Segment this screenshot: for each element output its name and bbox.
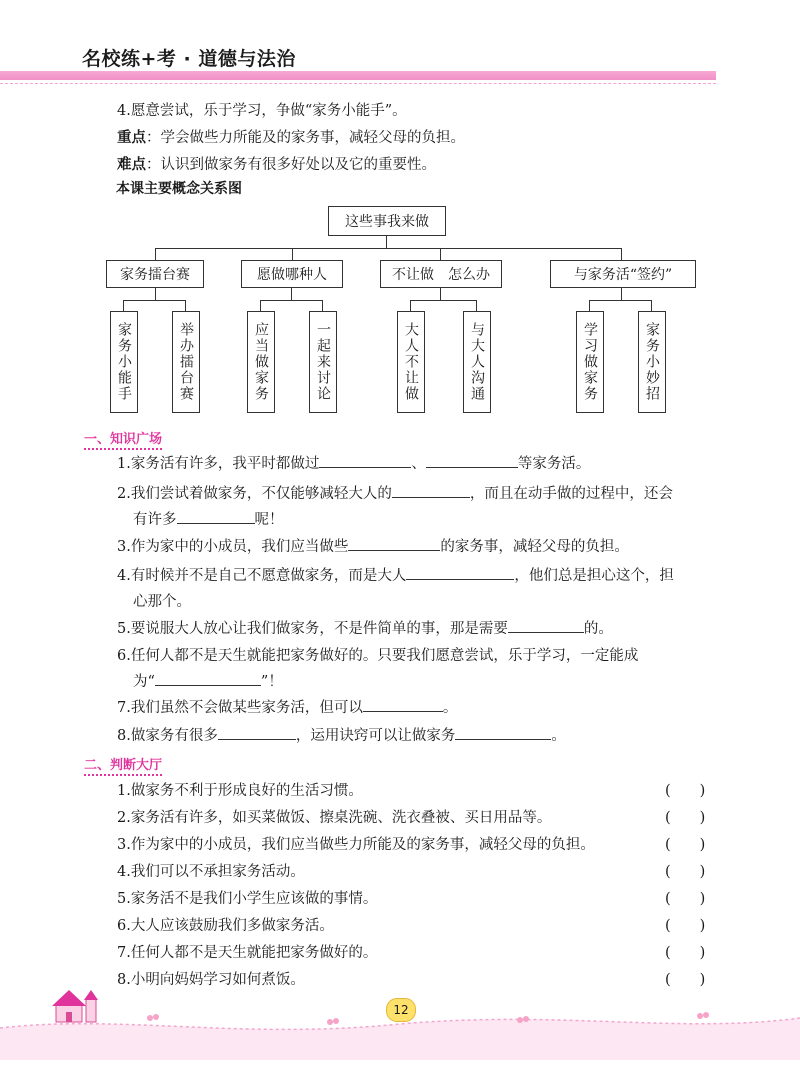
question-text: 有许多: [133, 512, 177, 528]
branch-box: 与家务活“签约”: [550, 260, 696, 288]
question-text: 。: [442, 700, 458, 716]
connector: [291, 287, 292, 300]
answer-blank[interactable]: [155, 671, 261, 686]
answer-parentheses[interactable]: ( ): [665, 783, 706, 799]
question-4-cont: 心那个。: [133, 594, 191, 610]
question-text: ”！: [260, 674, 283, 690]
leaf-box: 大人不让做: [397, 311, 425, 413]
question-8: [117, 724, 566, 745]
connector: [155, 248, 622, 249]
answer-parentheses[interactable]: ( ): [665, 864, 706, 880]
connector: [621, 287, 622, 300]
leaf-box: 学习做家务: [576, 311, 604, 413]
answer-blank[interactable]: [177, 509, 255, 524]
answer-parentheses[interactable]: ( ): [665, 918, 706, 934]
question-text: 的。: [583, 621, 613, 637]
difficult-point: [117, 153, 436, 174]
connector: [589, 300, 590, 311]
answer-blank[interactable]: [406, 565, 514, 580]
question-text: 3.作为家中的小成员，我们应当做些: [117, 539, 349, 555]
question-7: [117, 696, 457, 717]
judgment-item: 8.小明向妈妈学习如何煮饭。: [117, 972, 305, 988]
connector: [123, 300, 124, 311]
question-text: ，而且在动手做的过程中，还会: [469, 486, 673, 502]
answer-parentheses[interactable]: ( ): [665, 945, 706, 961]
connector: [260, 300, 261, 311]
question-text: 呢！: [254, 512, 284, 528]
leaf-box: 一起来讨论: [309, 311, 337, 413]
question-text: 、: [411, 456, 426, 472]
header-bar: [0, 71, 716, 80]
judgment-item: 1.做家务不利于形成良好的生活习惯。: [117, 783, 363, 799]
connector: [322, 300, 323, 311]
answer-parentheses[interactable]: ( ): [665, 837, 706, 853]
question-text: 8.做家务有很多: [117, 728, 218, 744]
question-1: [117, 452, 590, 473]
connector: [155, 248, 156, 260]
answer-blank[interactable]: [426, 453, 518, 468]
question-text: ，运用诀窍可以让做家务: [295, 728, 456, 744]
connector: [292, 248, 293, 260]
answer-blank[interactable]: [455, 725, 551, 740]
concept-root: 这些事我来做: [328, 206, 446, 236]
judgment-item: 6.大人应该鼓励我们多做家务活。: [117, 918, 334, 934]
leaf-box: 应当做家务: [247, 311, 275, 413]
question-text: 的家务事，减轻父母的负担。: [440, 539, 629, 555]
branch-box: 家务擂台赛: [106, 260, 204, 288]
key-point: [117, 126, 465, 147]
judgment-item: 7.任何人都不是天生就能把家务做好的。: [117, 945, 378, 961]
answer-parentheses[interactable]: ( ): [665, 810, 706, 826]
leaf-box: 与大人沟通: [463, 311, 491, 413]
judgment-item: 5.家务活不是我们小学生应该做的事情。: [117, 891, 378, 907]
question-text: 等家务活。: [517, 456, 591, 472]
answer-blank[interactable]: [508, 618, 584, 633]
leaf-box: 家务小妙招: [638, 311, 666, 413]
connector: [621, 248, 622, 260]
question-text: 2.我们尝试着做家务，不仅能够减轻大人的: [117, 486, 392, 502]
connector: [476, 300, 477, 311]
question-text: 4.有时候并不是自己不愿意做家务，而是大人: [117, 568, 407, 584]
connector: [651, 300, 652, 311]
connector: [410, 300, 411, 311]
judgment-item: 3.作为家中的小成员，我们应当做些力所能及的家务事，减轻父母的负担。: [117, 837, 595, 853]
connector: [440, 287, 441, 300]
question-text: ，他们总是担心这个，担: [514, 568, 674, 584]
question-text: 。: [551, 728, 566, 744]
answer-blank[interactable]: [348, 536, 440, 551]
book-title: 名校练+考 · 道德与法治: [82, 48, 296, 70]
connector: [410, 300, 476, 301]
question-text: 7.我们虽然不会做某些家务活，但可以: [117, 700, 363, 716]
judgment-item: 2.家务活有许多，如买菜做饭、擦桌洗碗、洗衣叠被、买日用品等。: [117, 810, 552, 826]
connector: [123, 300, 185, 301]
leaf-box: 举办擂台赛: [172, 311, 200, 413]
question-text: 1.家务活有许多，我平时都做过: [117, 456, 320, 472]
branch-box: 不让做 怎么办: [380, 260, 502, 288]
question-2: [117, 482, 673, 503]
answer-blank[interactable]: [319, 453, 411, 468]
answer-blank[interactable]: [392, 483, 470, 498]
question-text: 5.要说服大人放心让我们做家务，不是件简单的事，那是需要: [117, 621, 508, 637]
leaf-box: 家务小能手: [110, 311, 138, 413]
key-point-text: ：学会做些力所能及的家务事，减轻父母的负担。: [146, 130, 465, 146]
answer-parentheses[interactable]: ( ): [665, 891, 706, 907]
question-2-cont: [133, 508, 284, 529]
answer-parentheses[interactable]: ( ): [665, 972, 706, 988]
branch-box: 愿做哪种人: [241, 260, 343, 288]
connector: [155, 287, 156, 300]
connector: [440, 248, 441, 260]
page-number: 12: [386, 998, 416, 1022]
question-6: 6.任何人都不是天生就能把家务做好的。只要我们愿意尝试，乐于学习，一定能成: [117, 648, 639, 664]
connector: [260, 300, 322, 301]
question-4: [117, 564, 674, 585]
difficult-point-label: 难点: [117, 156, 146, 173]
question-text: 为“: [133, 674, 155, 690]
connector: [589, 300, 651, 301]
question-6-cont: [133, 670, 283, 691]
section-heading-judgment: 二、判断大厅: [84, 754, 162, 773]
difficult-point-text: ：认识到做家务有很多好处以及它的重要性。: [146, 157, 436, 173]
question-3: [117, 535, 629, 556]
question-5: [117, 617, 613, 638]
connector: [386, 235, 387, 248]
answer-blank[interactable]: [218, 725, 296, 740]
judgment-item: 4.我们可以不承担家务活动。: [117, 864, 305, 880]
section-heading-knowledge: 一、知识广场: [84, 428, 162, 447]
key-point-label: 重点: [117, 129, 146, 146]
answer-blank[interactable]: [363, 697, 443, 712]
house-icon: [46, 980, 106, 1030]
header-divider: [0, 83, 716, 88]
concept-map-title: 本课主要概念关系图: [116, 181, 242, 197]
connector: [185, 300, 186, 311]
objective-4: 4.愿意尝试，乐于学习，争做“家务小能手”。: [117, 103, 407, 119]
